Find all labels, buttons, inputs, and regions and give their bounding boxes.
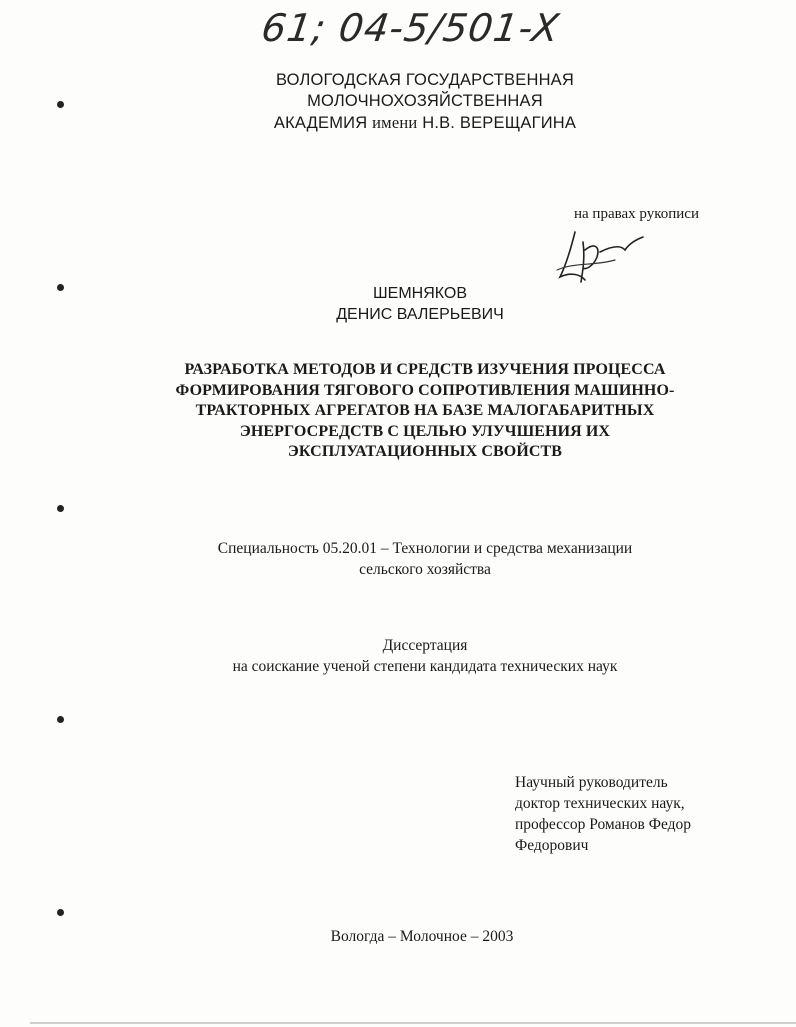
- specialty-line-2: сельского хозяйства: [359, 561, 491, 578]
- signature-mark: [555, 222, 665, 292]
- supervisor-line-1: Научный руководитель: [515, 774, 668, 791]
- supervisor-block: [515, 772, 745, 856]
- dissertation-title: [110, 360, 740, 463]
- institution-line-3-prefix: АКАДЕМИЯ: [273, 114, 373, 132]
- institution-line-3: [230, 112, 620, 134]
- supervisor-line-4: Федорович: [515, 837, 589, 854]
- institution-name: [230, 70, 620, 134]
- author-surname: ШЕМНЯКОВ: [372, 285, 468, 302]
- scan-edge-bottom: [30, 1022, 796, 1024]
- binding-hole: [57, 101, 64, 108]
- title-line: РАЗРАБОТКА МЕТОДОВ И СРЕДСТВ ИЗУЧЕНИЯ ПРОЦЕССА: [184, 361, 666, 378]
- city-year: Вологда – Молочное – 2003: [330, 928, 514, 945]
- specialty: [140, 538, 710, 580]
- institution-line-2: МОЛОЧНОХОЗЯЙСТВЕННАЯ: [307, 92, 543, 110]
- supervisor-line-3: профессор Романов Федор: [515, 816, 692, 833]
- binding-hole: [57, 505, 64, 512]
- rights-note: на правах рукописи: [574, 206, 699, 222]
- binding-hole: [57, 716, 64, 723]
- author-name: [270, 283, 570, 325]
- dissertation-line-1: Диссертация: [382, 637, 468, 654]
- archive-code: 61; 04-5/501-X: [258, 6, 563, 50]
- institution-line-3-suffix: Н.В. ВЕРЕЩАГИНА: [417, 114, 577, 132]
- specialty-line-1: Специальность 05.20.01 – Технологии и средства механизации: [217, 540, 633, 557]
- title-line: ТРАКТОРНЫХ АГРЕГАТОВ НА БАЗЕ МАЛОГАБАРИТНЫХ: [195, 402, 655, 419]
- title-line: ЭКСПЛУАТАЦИОННЫХ СВОЙСТВ: [287, 443, 563, 460]
- title-line: ФОРМИРОВАНИЯ ТЯГОВОГО СОПРОТИВЛЕНИЯ МАШИННО-: [175, 381, 675, 399]
- title-line: ЭНЕРГОСРЕДСТВ С ЦЕЛЬЮ УЛУЧШЕНИЯ ИХ: [239, 422, 611, 440]
- binding-hole: [57, 284, 64, 291]
- binding-hole: [57, 909, 64, 916]
- dissertation-type: [150, 635, 700, 677]
- dissertation-line-2: на соискание ученой степени кандидата технических наук: [232, 658, 618, 675]
- author-given-name: ДЕНИС ВАЛЕРЬЕВИЧ: [336, 306, 504, 323]
- institution-line-1: ВОЛОГОДСКАЯ ГОСУДАРСТВЕННАЯ: [275, 71, 575, 89]
- supervisor-line-2: доктор технических наук,: [515, 795, 685, 812]
- institution-line-3-mid: имени: [372, 113, 418, 132]
